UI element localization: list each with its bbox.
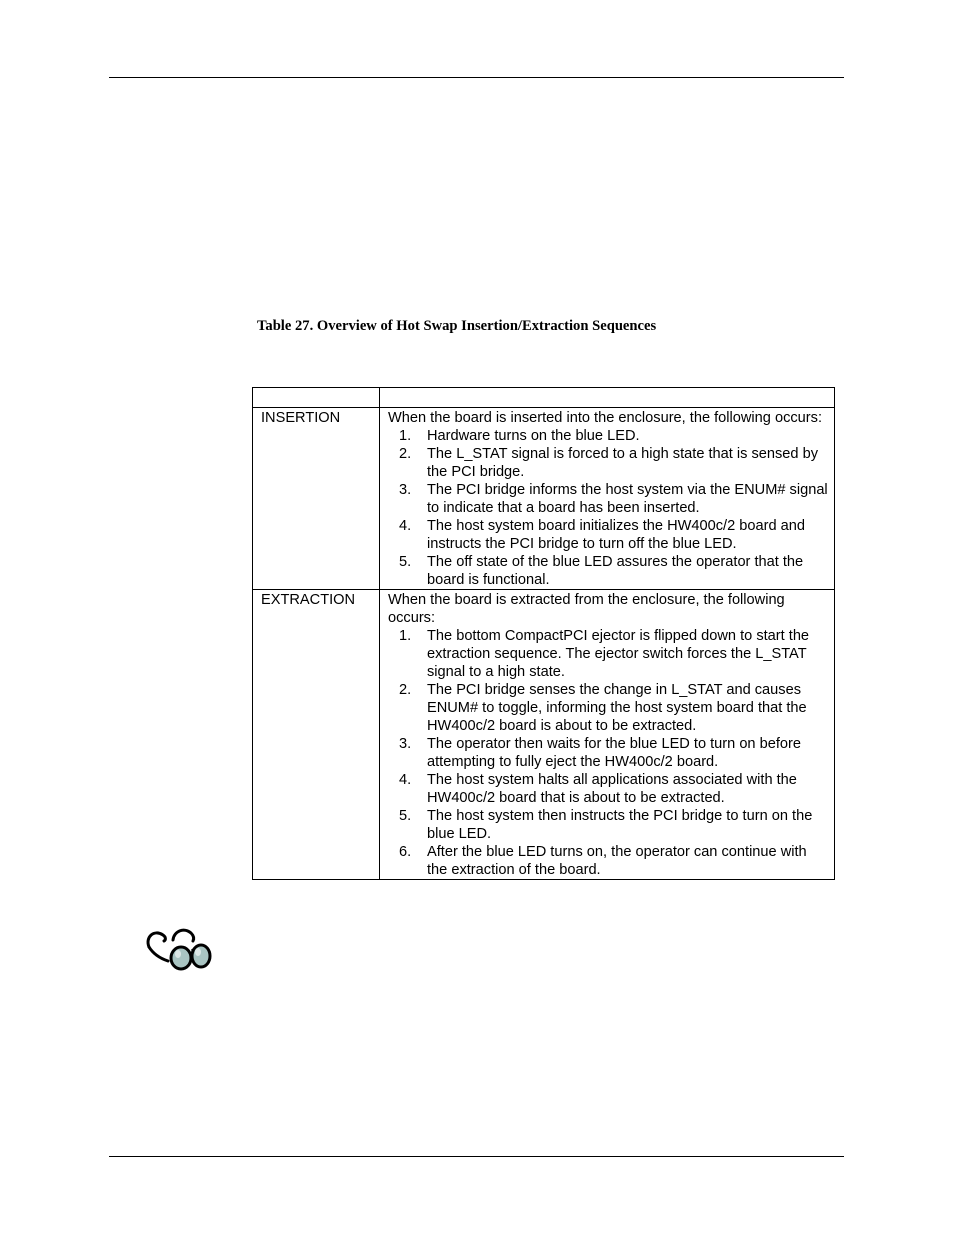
step-text: The host system halts all applications associated with the HW400c/2 board that is about to be extracted. — [427, 772, 797, 806]
table-row — [253, 590, 835, 880]
glasses-lens — [192, 945, 210, 967]
list-item — [388, 807, 830, 843]
footer-rule — [109, 1156, 844, 1157]
step-number: 6. — [399, 844, 412, 860]
list-item — [388, 771, 830, 807]
glasses-icon — [144, 925, 212, 973]
table-header-cell — [380, 388, 835, 408]
step-text: The PCI bridge informs the host system via the ENUM# signal to indicate that a board has been inserted. — [427, 482, 828, 516]
row-description — [380, 408, 835, 590]
step-text: Hardware turns on the blue LED. — [427, 428, 640, 444]
list-item — [388, 735, 830, 771]
step-number: 4. — [399, 518, 412, 534]
list-item — [388, 681, 830, 735]
list-item — [388, 553, 830, 589]
step-number: 1. — [399, 428, 412, 444]
step-text: The host system then instructs the PCI bridge to turn on the blue LED. — [427, 808, 813, 842]
table-header-cell — [253, 388, 380, 408]
step-text: After the blue LED turns on, the operator can continue with the extraction of the board. — [427, 844, 807, 878]
list-item — [388, 445, 830, 481]
step-number: 3. — [399, 736, 412, 752]
glasses-lens — [171, 947, 191, 969]
list-item — [388, 843, 830, 879]
step-text: The off state of the blue LED assures the operator that the board is functional. — [427, 554, 804, 588]
row-label: EXTRACTION — [253, 590, 380, 880]
row-intro: When the board is inserted into the enclosure, the following occurs: — [388, 410, 823, 426]
step-number: 2. — [399, 682, 412, 698]
table-row — [253, 408, 835, 590]
step-number: 3. — [399, 482, 412, 498]
step-number: 2. — [399, 446, 412, 462]
step-number: 5. — [399, 808, 412, 824]
header-rule — [109, 77, 844, 78]
step-text: The bottom CompactPCI ejector is flipped down to start the extraction sequence. The ejector switch forces the L_STAT signal to a high state. — [427, 628, 810, 680]
step-text: The L_STAT signal is forced to a high state that is sensed by the PCI bridge. — [427, 446, 819, 480]
step-number: 4. — [399, 772, 412, 788]
step-number: 5. — [399, 554, 412, 570]
list-item — [388, 517, 830, 553]
table-header-row — [253, 388, 835, 408]
hot-swap-table — [252, 387, 835, 880]
step-number: 1. — [399, 628, 412, 644]
row-label: INSERTION — [253, 408, 380, 590]
step-list — [388, 627, 830, 879]
step-text: The PCI bridge senses the change in L_STAT and causes ENUM# to toggle, informing the host system board that the HW400c/2 board is about to be extracted. — [427, 682, 807, 734]
table-caption: Table 27. Overview of Hot Swap Insertion/Extraction Sequences — [257, 318, 657, 334]
step-text: The operator then waits for the blue LED to turn on before attempting to fully eject the HW400c/2 board. — [427, 736, 801, 770]
row-intro: When the board is extracted from the enclosure, the following occurs: — [388, 592, 785, 626]
list-item — [388, 627, 830, 681]
step-list — [388, 427, 830, 589]
list-item — [388, 481, 830, 517]
step-text: The host system board initializes the HW400c/2 board and instructs the PCI bridge to turn off the blue LED. — [427, 518, 806, 552]
row-description — [380, 590, 835, 880]
list-item — [388, 427, 830, 445]
